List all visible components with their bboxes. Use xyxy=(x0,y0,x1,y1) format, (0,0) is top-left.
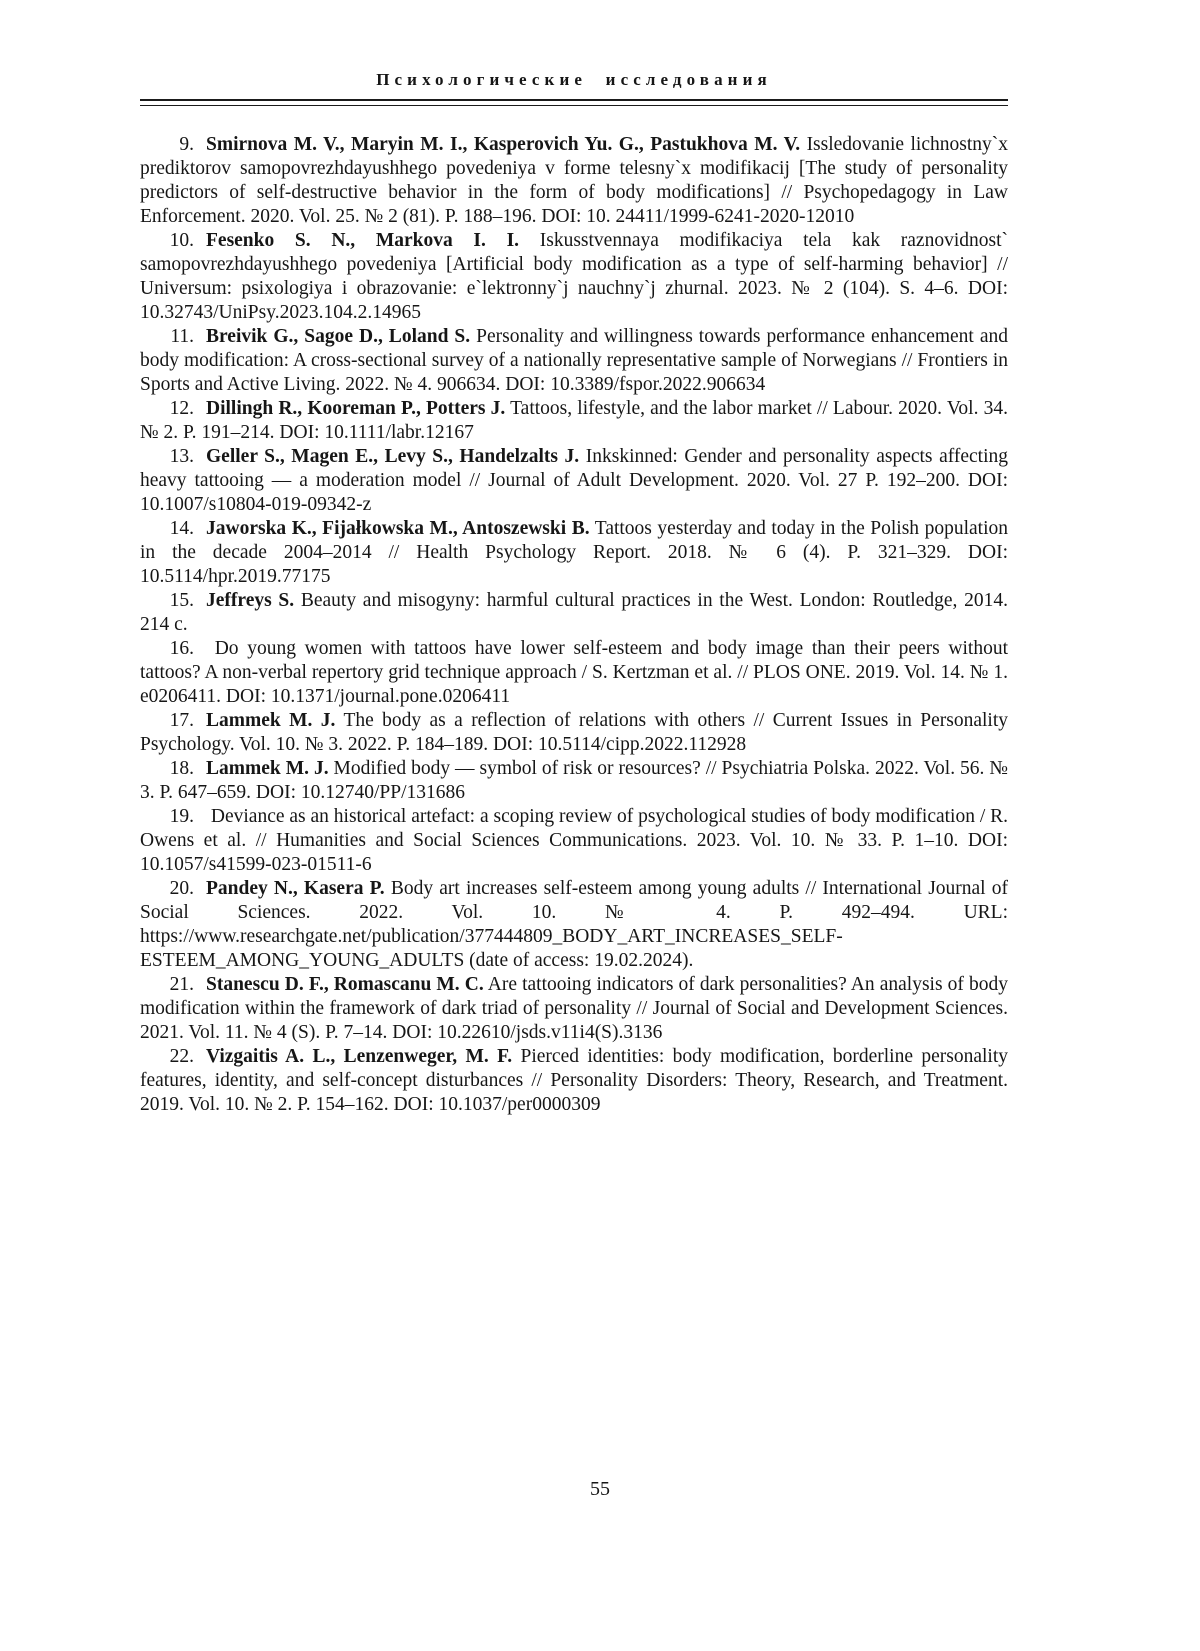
header-double-rule xyxy=(140,99,1008,106)
reference-text: Do young women with tattoos have lower self-esteem and body image than their peers without tattoos? A non-verbal repertory grid technique approach / S. Kertzman et al. // PLOS ONE. 2019. Vol. 14. № 1. e0206411. DOI: 10.1371/journal.pone.0206411 xyxy=(140,638,1009,707)
reference-item xyxy=(140,397,1008,445)
reference-authors: Lammek M. J. xyxy=(206,710,336,731)
reference-number: 14. xyxy=(169,518,194,539)
reference-item xyxy=(140,877,1008,973)
reference-text: Beauty and misogyny: harmful cultural practices in the West. London: Routledge, 2014. 214 c. xyxy=(140,590,1008,635)
reference-text: Iskusstvennaya modifikaciya tela kak raznovidnost` samopovrezhdayushhego povedeniya [Artificial body modification as a type of self-harming behavior] // Universum: psixologiya i obrazovanie: e`lektronny`j nauchny`j zhurnal. 2023. № 2 (104). S. 4–6. DOI: 10.32743/UniPsy.2023.104.2.14965 xyxy=(140,230,1009,323)
reference-text: Tattoos yesterday and today in the Polish population in the decade 2004–2014 // Health Psychology Report. 2018. № 6 (4). P. 321–329. DOI: 10.5114/hpr.2019.77175 xyxy=(140,518,1008,587)
references-list xyxy=(140,133,1008,1117)
reference-number: 17. xyxy=(169,710,194,731)
reference-text: Body art increases self-esteem among young adults // International Journal of Social Sciences. 2022. Vol. 10. № 4. P. 492–494. URL: https://www.researchgate.net/publication/377444809_BODY_ART_INCREASES_SELF-ESTEEM_AMONG_YOUNG_ADULTS (date of access: 19.02.2024). xyxy=(140,878,1008,971)
reference-item xyxy=(140,229,1008,325)
reference-authors: Fesenko S. N., Markova I. I. xyxy=(206,230,520,251)
reference-authors: Jeffreys S. xyxy=(206,590,295,611)
reference-number: 18. xyxy=(169,758,194,779)
reference-authors: Breivik G., Sagoe D., Loland S. xyxy=(206,326,471,347)
reference-text: Are tattooing indicators of dark personalities? An analysis of body modification within the framework of dark triad of personality // Journal of Social and Development Sciences. 2021. Vol. 11. № 4 (S). P. 7–14. DOI: 10.22610/jsds.v11i4(S).3136 xyxy=(140,974,1008,1043)
reference-item xyxy=(140,445,1008,517)
reference-item xyxy=(140,133,1008,229)
reference-item xyxy=(140,589,1008,637)
reference-authors: Dillingh R., Kooreman P., Potters J. xyxy=(206,398,506,419)
reference-number: 22. xyxy=(169,1046,194,1067)
reference-text: Personality and willingness towards performance enhancement and body modification: A cross-sectional survey of a nationally representative sample of Norwegians // Frontiers in Sports and Active Living. 2022. № 4. 906634. DOI: 10.3389/fspor.2022.906634 xyxy=(140,326,1008,395)
reference-number: 19. xyxy=(169,806,194,827)
reference-item xyxy=(140,517,1008,589)
reference-number: 9. xyxy=(179,134,194,155)
reference-text: Deviance as an historical artefact: a scoping review of psychological studies of body modification / R. Owens et al. // Humanities and Social Sciences Communications. 2023. Vol. 10. № 33. P. 1–10. DOI: 10.1057/s41599-023-01511-6 xyxy=(140,806,1009,875)
reference-item xyxy=(140,1045,1008,1117)
reference-authors: Jaworska K., Fijałkowska M., Antoszewski B. xyxy=(206,518,590,539)
reference-text: Inkskinned: Gender and personality aspects affecting heavy tattooing — a moderation model // Journal of Adult Development. 2020. Vol. 27 P. 192–200. DOI: 10.1007/s10804-019-09342-z xyxy=(140,446,1009,515)
reference-item xyxy=(140,325,1008,397)
reference-item xyxy=(140,637,1008,709)
reference-number: 10. xyxy=(169,230,194,251)
reference-text: Modified body — symbol of risk or resources? // Psychiatria Polska. 2022. Vol. 56. № 3. P. 647–659. DOI: 10.12740/PP/131686 xyxy=(140,758,1009,803)
reference-authors: Stanescu D. F., Romascanu M. C. xyxy=(206,974,484,995)
reference-number: 20. xyxy=(169,878,194,899)
reference-item xyxy=(140,709,1008,757)
reference-number: 21. xyxy=(169,974,194,995)
reference-text: Tattoos, lifestyle, and the labor market // Labour. 2020. Vol. 34. № 2. P. 191–214. DOI: 10.1111/labr.12167 xyxy=(140,398,1008,443)
journal-header-title: Психологические исследования xyxy=(376,70,772,89)
reference-item xyxy=(140,973,1008,1045)
reference-authors: Pandey N., Kasera P. xyxy=(206,878,385,899)
reference-item xyxy=(140,805,1008,877)
reference-item xyxy=(140,757,1008,805)
reference-number: 13. xyxy=(169,446,194,467)
reference-text: Issledovanie lichnostny`x prediktorov samopovrezhdayushhego povedeniya v forme telesny`x modifikacij [The study of personality predictors of self-destructive behavior in the form of body modifications] // Psychopedagogy in Law Enforcement. 2020. Vol. 25. № 2 (81). P. 188–196. DOI: 10. 24411/1999-6241-2020-12010 xyxy=(140,134,1009,227)
reference-authors: Smirnova M. V., Maryin M. I., Kasperovich Yu. G., Pastukhova M. V. xyxy=(206,134,801,155)
reference-text: The body as a reflection of relations with others // Current Issues in Personality Psychology. Vol. 10. № 3. 2022. P. 184–189. DOI: 10.5114/cipp.2022.112928 xyxy=(140,710,1008,755)
reference-authors: Lammek M. J. xyxy=(206,758,329,779)
page-number: 55 xyxy=(590,1478,610,1500)
reference-number: 12. xyxy=(169,398,194,419)
reference-number: 11. xyxy=(170,326,194,347)
reference-number: 15. xyxy=(169,590,194,611)
reference-text: Pierced identities: body modification, borderline personality features, identity, and self-concept disturbances // Personality Disorders: Theory, Research, and Treatment. 2019. Vol. 10. № 2. P. 154–162. DOI: 10.1037/per0000309 xyxy=(140,1046,1009,1115)
reference-number: 16. xyxy=(169,638,194,659)
reference-authors: Geller S., Magen E., Levy S., Handelzalts J. xyxy=(206,446,580,467)
reference-authors: Vizgaitis A. L., Lenzenweger, M. F. xyxy=(206,1046,513,1067)
